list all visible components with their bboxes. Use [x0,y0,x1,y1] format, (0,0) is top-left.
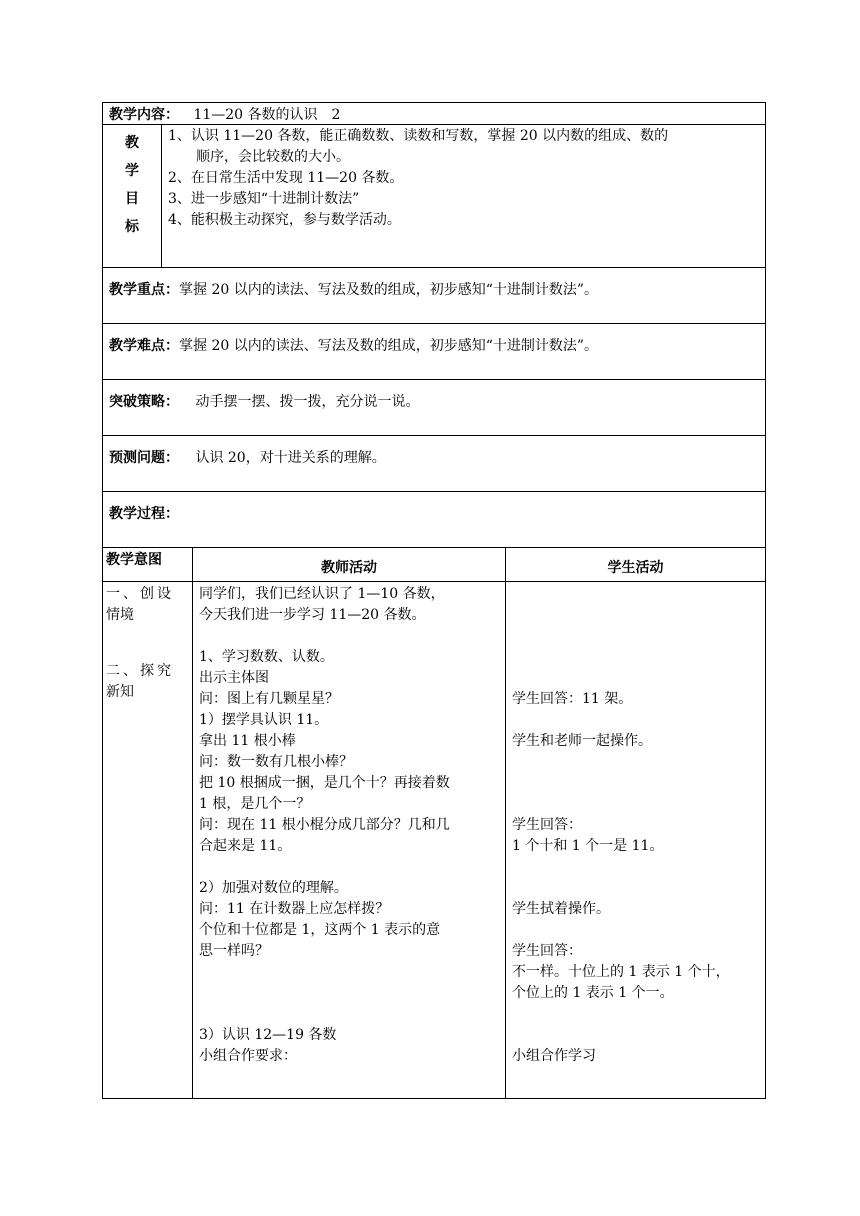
teacher-line: 问：图上有几颗星星？ [199,691,339,707]
student-line: 1 个十和 1 个一是 11。 [512,838,664,854]
process-row [102,492,766,548]
teacher-line: 小组合作要求： [199,1048,297,1064]
student-line: 小组合作学习 [512,1048,596,1064]
teacher-line: 1 根，是几个一？ [199,796,311,812]
student-line: 个位上的 1 表示 1 个一。 [512,985,674,1001]
header-student: 学生活动 [607,560,664,576]
teacher-line: 问：11 在计数器上应怎样拨？ [199,901,390,917]
key-point-row [102,268,766,324]
teacher-line: 今天我们进一步学习 11—20 各数。 [199,607,426,623]
difficulty-row [102,324,766,380]
process-table-header [102,548,766,582]
goals-list [162,125,765,267]
content-row [102,102,766,125]
intent-text: 情境 [106,607,134,623]
student-line: 学生回答： [512,943,582,959]
difficulty-label: 教学难点： [109,338,179,354]
strategy-value: 动手摆一摆、拨一拨，充分说一说。 [195,394,420,410]
student-column [506,582,765,1098]
goal-item: 4、能积极主动探究，参与数学活动。 [168,212,401,228]
goal-item: 2、在日常生活中发现 11—20 各数。 [168,170,404,186]
strategy-row [102,380,766,436]
goals-row [102,125,766,268]
goal-item: 3、进一步感知“十进制计数法” [168,191,360,207]
teacher-line: 问：现在 11 根小棍分成几部分？几和几 [199,817,450,833]
lesson-plan-table [102,102,766,1099]
teacher-line: 2）加强对数位的理解。 [199,880,348,896]
difficulty-value: 掌握 20 以内的读法、写法及数的组成，初步感知“十进制计数法”。 [179,338,599,354]
process-label: 教学过程： [109,506,179,522]
content-label: 教学内容： [109,107,179,123]
teacher-line: 问：数一数有几根小棒？ [199,754,353,770]
key-point-label: 教学重点： [109,282,179,298]
goals-label: 教 学 目 标 [103,125,162,267]
strategy-label: 突破策略： [109,394,179,410]
student-line: 学生和老师一起操作。 [512,733,652,749]
student-line: 学生拭着操作。 [512,901,610,917]
teacher-line: 出示主体图 [199,670,269,686]
student-line: 学生回答： [512,817,582,833]
teacher-line: 合起来是 11。 [199,838,292,854]
teacher-line: 同学们，我们已经认识了 1—10 各数， [199,586,445,602]
student-line: 学生回答：11 架。 [512,691,633,707]
teacher-line: 拿出 11 根小棒 [199,733,296,749]
process-table-body [102,582,766,1099]
header-teacher: 教师活动 [193,548,506,581]
teacher-column [193,582,506,1098]
intent-text: 一、创设 [106,586,174,602]
intent-text: 二、探究 [106,663,174,679]
content-value: 11—20 各数的认识 2 [193,107,341,123]
goal-item: 顺序，会比较数的大小。 [196,149,350,165]
teacher-line: 思一样吗？ [199,943,269,959]
teacher-line: 1）摆学具认识 11。 [199,712,329,728]
key-point-value: 掌握 20 以内的读法、写法及数的组成，初步感知“十进制计数法”。 [179,282,599,298]
goal-item: 1、认识 11—20 各数，能正确数数、读数和写数，掌握 20 以内数的组成、数的 [168,128,669,144]
header-intent: 教学意图 [103,548,193,581]
intent-column [103,582,193,1098]
teacher-line: 个位和十位都是 1，这两个 1 表示的意 [199,922,441,938]
intent-text: 新知 [106,684,134,700]
teacher-line: 1、学习数数、认数。 [199,649,334,665]
teacher-line: 3）认识 12—19 各数 [199,1027,337,1043]
prediction-value: 认识 20，对十进关系的理解。 [195,450,386,466]
prediction-label: 预测问题： [109,450,179,466]
teacher-line: 把 10 根捆成一捆，是几个十？再接着数 [199,775,450,791]
student-line: 不一样。十位上的 1 表示 1 个十， [512,964,730,980]
prediction-row [102,436,766,492]
